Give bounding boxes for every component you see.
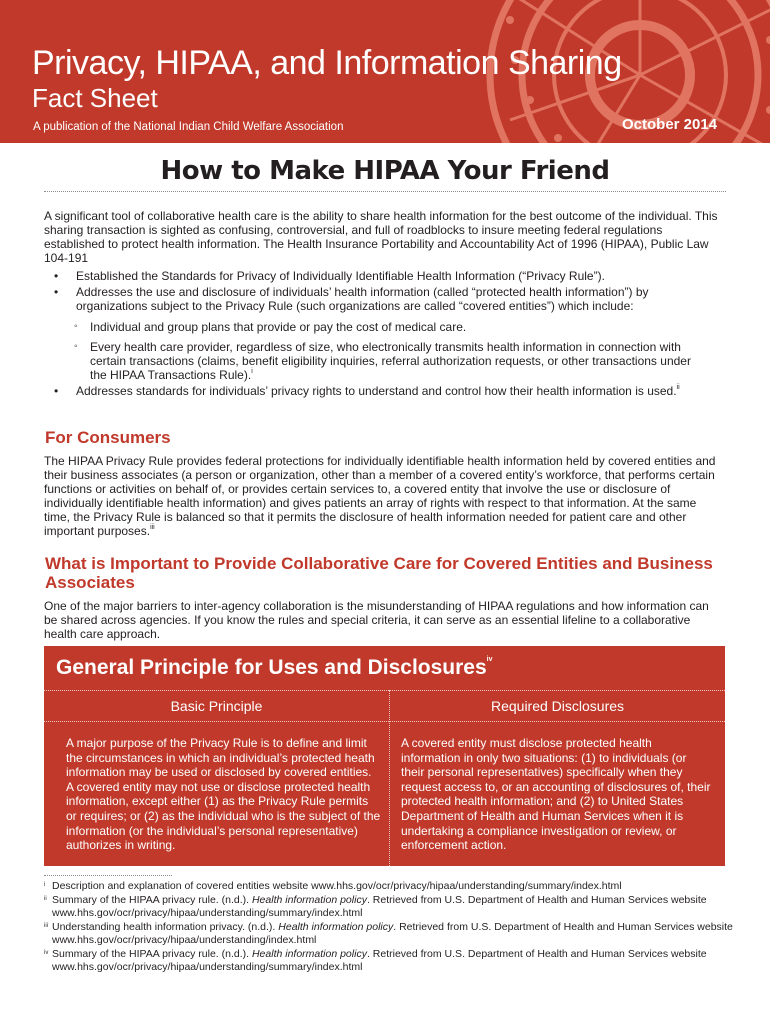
collab-paragraph: One of the major barriers to inter-agency collaboration is the misunderstanding of HIPAA regulations and how information can be shared across agencies. If you know the rules and special criteria, it can serve as an essential lifeline to a collaborative health care approach. bbox=[44, 599, 709, 641]
document-title: Privacy, HIPAA, and Information Sharing bbox=[32, 44, 622, 82]
column-divider bbox=[389, 690, 390, 866]
footnote: iii Understanding health information privacy. (n.d.). Health information policy. Retrieved from U.S. Department of Health and Human Services website www.hhs.gov/ocr/privacy/hipaa/understanding/index.html bbox=[44, 921, 733, 946]
box-divider bbox=[44, 721, 725, 722]
principle-box bbox=[44, 646, 725, 866]
box-divider bbox=[44, 690, 725, 691]
required-disclosures-text: A covered entity must disclose protected health information in only two situations: (1) to individuals (or their personal representatives) specifically when they request access to, or an accounting of disclosures of, their protected health information; and (2) to United States Department of Health and Human Services when it is undertaking a compliance investigation or review, or enforcement action. bbox=[401, 736, 711, 853]
title-divider bbox=[44, 191, 726, 192]
publication-date: October 2014 bbox=[622, 116, 718, 133]
page-title: How to Make HIPAA Your Friend bbox=[160, 156, 610, 186]
header-banner bbox=[0, 0, 770, 143]
footnote: ii Summary of the HIPAA privacy rule. (n.d.). Health information policy. Retrieved from U.S. Department of Health and Human Services website www.hhs.gov/ocr/privacy/hipaa/understanding/summary/index.html bbox=[44, 894, 707, 919]
consumers-heading: For Consumers bbox=[45, 428, 171, 447]
footnote: i Description and explanation of covered entities website www.hhs.gov/ocr/privacy/hipaa/understanding/summary/index.html bbox=[44, 880, 622, 892]
required-disclosures-heading: Required Disclosures bbox=[490, 698, 625, 714]
basic-principle-text: A major purpose of the Privacy Rule is to define and limit the circumstances in which an individual’s protected heath information may be used or disclosed by covered entities. A covered entity may not use or disclose protected health information, except either (1) as the Privacy Rule permits or requires; or (2) as the individual who is the subject of the information (or the individual’s personal representative) authorizes in writing. bbox=[66, 736, 381, 853]
footnote-divider bbox=[44, 875, 172, 876]
principle-box-title: General Principle for Uses and Disclosures$^{iv}$ bbox=[56, 656, 493, 679]
consumers-paragraph: The HIPAA Privacy Rule provides federal protections for individually identifiable health information held by covered entities and their business associates (a person or organization, other than a member of a covered entity’s workforce, that performs certain functions or activities on behalf of, or provides certain services to, a covered entity that involve the use or disclosure of individually identifiable health information) and gives patients an array of rights with respect to that information. At the same time, the Privacy Rule is balanced so that it permits the disclosure of health information needed for patient care and other important purposes.$^{iii}$ bbox=[44, 454, 716, 538]
publisher-line: A publication of the National Indian Child Welfare Association bbox=[33, 121, 344, 133]
collab-heading: What is Important to Provide Collaborative Care for Covered Entities and Business Associates bbox=[45, 554, 713, 592]
footnote: iv Summary of the HIPAA privacy rule. (n.d.). Health information policy. Retrieved from U.S. Department of Health and Human Services website www.hhs.gov/ocr/privacy/hipaa/understanding/summary/index.html bbox=[44, 948, 707, 973]
basic-principle-heading: Basic Principle bbox=[170, 698, 263, 714]
document-subtitle: Fact Sheet bbox=[32, 83, 158, 113]
intro-paragraph: A significant tool of collaborative health care is the ability to share health information for the best outcome of the individual. This sharing transaction is sighted as confusing, controversial, and full of roadblocks to insure meeting federal regulations established to protect health information. The Health Insurance Portability and Accountability Act of 1996 (HIPAA), Public Law 104-191 bbox=[44, 209, 718, 265]
